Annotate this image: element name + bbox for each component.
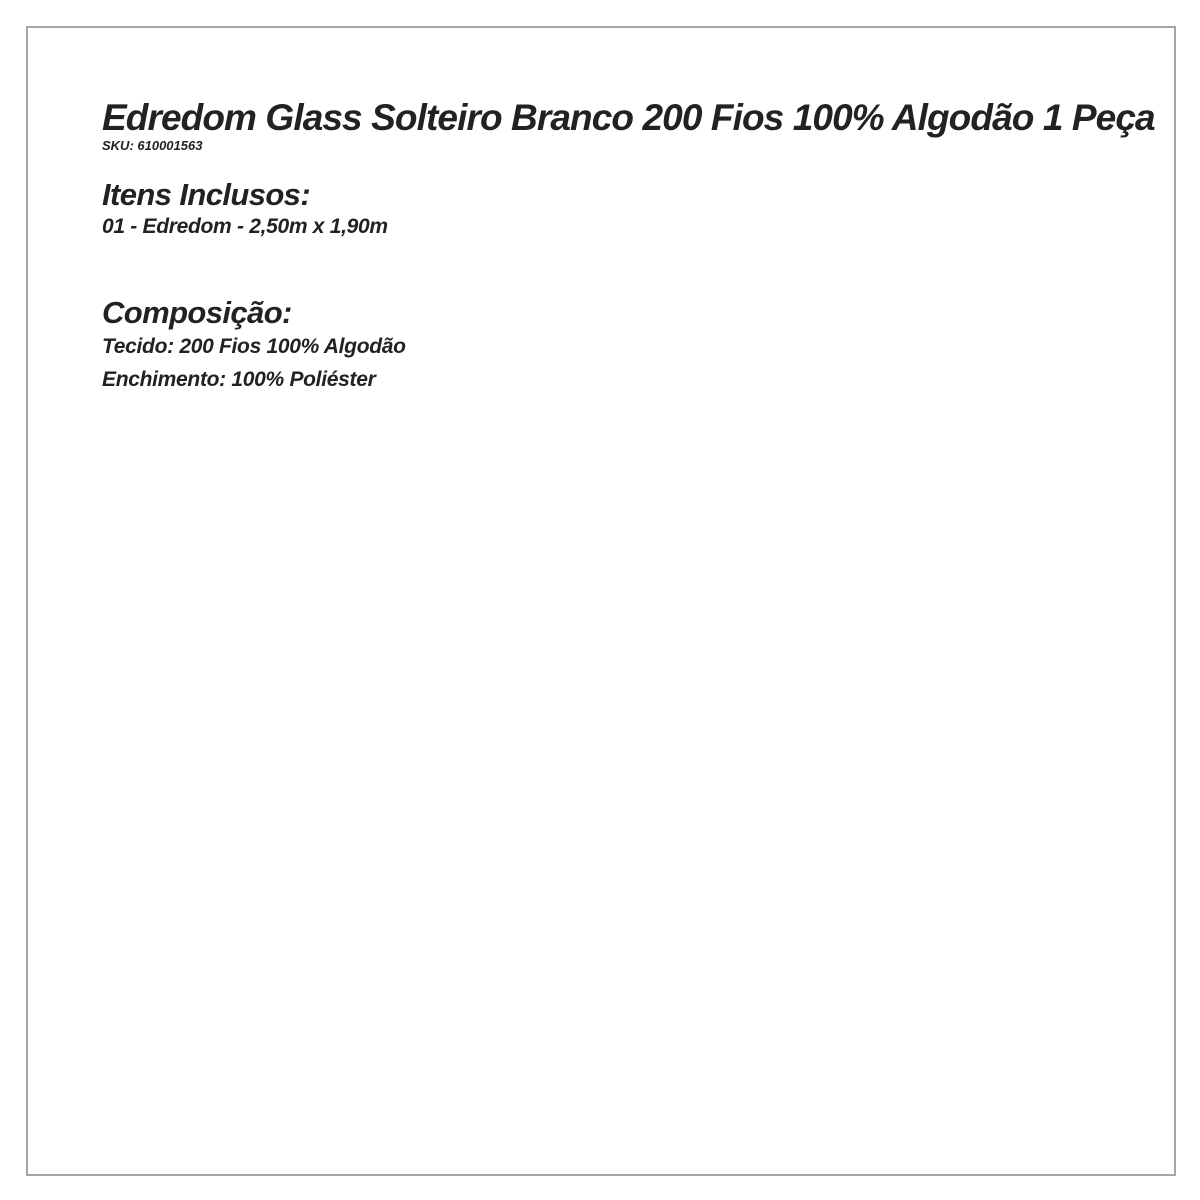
product-info-content: [102, 96, 1162, 396]
composition-filling: Enchimento: 100% Poliéster: [102, 368, 376, 391]
composition-heading: Composição:: [102, 295, 292, 330]
product-info-card: [26, 26, 1176, 1176]
items-included-line: 01 - Edredom - 2,50m x 1,90m: [102, 215, 388, 238]
composition-section: [102, 294, 1162, 396]
composition-fabric: Tecido: 200 Fios 100% Algodão: [102, 335, 406, 358]
items-included-section: [102, 176, 1162, 243]
product-sku: SKU: 610001563: [102, 138, 203, 153]
items-included-heading: Itens Inclusos:: [102, 177, 311, 212]
product-title: Edredom Glass Solteiro Branco 200 Fios 100% Algodão 1 Peça: [102, 97, 1155, 138]
